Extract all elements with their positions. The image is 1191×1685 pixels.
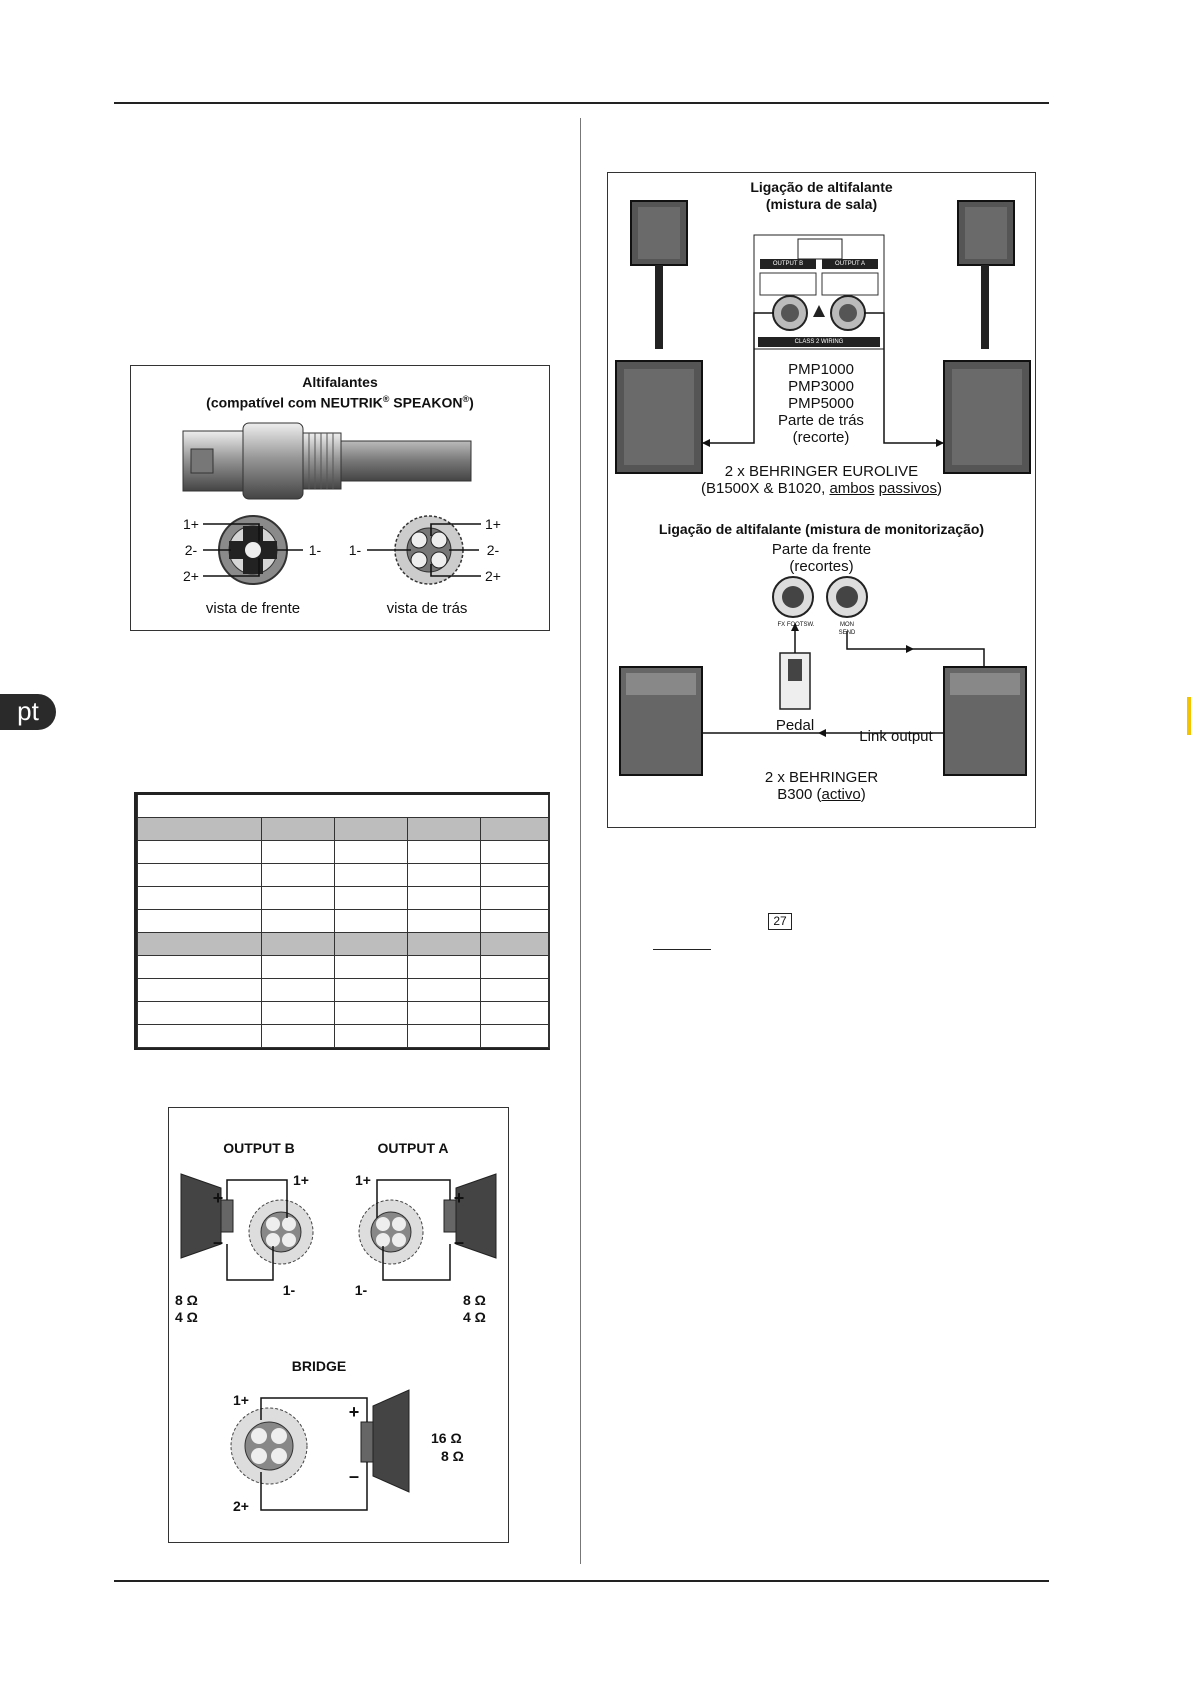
- bridge-pin-1plus: 1+: [233, 1392, 249, 1408]
- front-view-label: vista de frente: [205, 600, 301, 617]
- edge-marker: [1187, 697, 1191, 735]
- output-b-label: OUTPUT B: [223, 1140, 295, 1156]
- table-row: [138, 818, 549, 841]
- panel-class2: CLASS 2 WIRING: [794, 339, 844, 345]
- rear-sub-label: (recorte): [792, 429, 850, 446]
- monitor-mix-title: Ligação de altifalante (mistura de monitorização): [658, 521, 985, 537]
- table-row: [138, 864, 549, 887]
- output-wiring-figure: [168, 1107, 509, 1543]
- front-pin-1minus: 1-: [308, 542, 322, 558]
- link-output-label: Link output: [859, 728, 933, 745]
- model-pmp5000: PMP5000: [788, 395, 854, 412]
- column-divider: [580, 118, 581, 1564]
- output-wiring-drawing: [169, 1108, 508, 1542]
- monitor-left: [620, 667, 702, 775]
- model-pmp3000: PMP3000: [788, 378, 854, 395]
- outa-plus: +: [453, 1188, 465, 1208]
- b300-line1: 2 x BEHRINGER: [764, 769, 879, 786]
- back-pin-1plus: 1+: [485, 516, 501, 532]
- speakon-title-line2: (compatível com NEUTRIK® SPEAKON®): [206, 394, 474, 411]
- front-label: Parte da frente: [771, 541, 872, 558]
- eurolive-line2: (B1500X & B1020, ambos passivos): [701, 480, 942, 497]
- top-rule: [114, 102, 1049, 104]
- link-underline: [653, 949, 711, 950]
- outa-ohm-4: 4 Ω: [463, 1309, 486, 1325]
- outa-minus: –: [453, 1232, 464, 1252]
- right-top-speaker: [958, 201, 1014, 265]
- panel-output-a: OUTPUT A: [835, 261, 865, 267]
- pedal-drawing: [780, 653, 810, 709]
- monitor-right: [944, 667, 1026, 775]
- table-row: [138, 1025, 549, 1048]
- bottom-rule: [114, 1580, 1049, 1582]
- outb-pin-1minus: 1-: [282, 1282, 296, 1298]
- back-view-label: vista de trás: [386, 600, 468, 617]
- left-subwoofer: [616, 361, 702, 473]
- outb-plus: +: [212, 1188, 224, 1208]
- front-pin-1plus: 1+: [183, 516, 199, 532]
- bridge-plus: +: [348, 1402, 360, 1422]
- front-sub-label: (recortes): [789, 558, 854, 575]
- front-pin-2plus: 2+: [183, 568, 199, 584]
- outa-pin-1minus: 1-: [354, 1282, 368, 1298]
- table-row: [138, 933, 549, 956]
- b300-line2: B300 (activo): [777, 786, 866, 803]
- room-mix-title-2: (mistura de sala): [765, 196, 878, 212]
- table-row: [138, 1002, 549, 1025]
- table-row: [138, 979, 549, 1002]
- right-subwoofer: [944, 361, 1030, 473]
- fx-footsw-label: FX FOOTSW.: [777, 622, 815, 628]
- specifications-table: [134, 792, 550, 1050]
- speaker-bridge: [361, 1390, 409, 1492]
- bridge-pin-2plus: 2+: [233, 1498, 249, 1514]
- back-pin-1minus: 1-: [348, 542, 362, 558]
- amp-rear-panel: [754, 235, 884, 349]
- speakon-plug-drawing: [131, 411, 549, 511]
- eurolive-line1: 2 x BEHRINGER EUROLIVE: [724, 463, 919, 480]
- outb-ohm-8: 8 Ω: [175, 1292, 198, 1308]
- fx-footswitch-jack: [773, 577, 813, 617]
- language-tab[interactable]: pt: [0, 694, 56, 730]
- outb-pin-1plus: 1+: [293, 1172, 309, 1188]
- outb-minus: –: [212, 1232, 223, 1252]
- rear-label: Parte de trás: [778, 412, 864, 429]
- mon-send-label-1: MON: [840, 622, 854, 628]
- bridge-ohm-16: 16 Ω: [431, 1430, 462, 1446]
- table-row: [138, 887, 549, 910]
- speaker-output-b: [181, 1174, 233, 1258]
- table-row: [138, 910, 549, 933]
- outa-ohm-8: 8 Ω: [463, 1292, 486, 1308]
- table-row: [138, 841, 549, 864]
- reference-box[interactable]: 27: [768, 913, 792, 930]
- model-pmp1000: PMP1000: [788, 361, 854, 378]
- speakon-figure: [130, 365, 550, 631]
- left-top-speaker: [631, 201, 687, 265]
- table-header-row: [138, 795, 549, 818]
- room-mix-title-1: Ligação de altifalante: [750, 179, 893, 195]
- outa-pin-1plus: 1+: [355, 1172, 371, 1188]
- mon-send-label-2: SEND: [838, 630, 856, 636]
- mon-send-jack: [827, 577, 867, 617]
- pedal-label: Pedal: [775, 717, 815, 734]
- output-a-label: OUTPUT A: [377, 1140, 449, 1156]
- back-pin-2minus: 2-: [486, 542, 500, 558]
- speakon-title-line1: Altifalantes: [302, 374, 378, 390]
- table-row: [138, 956, 549, 979]
- panel-output-b: OUTPUT B: [772, 261, 804, 267]
- back-pin-2plus: 2+: [485, 568, 501, 584]
- front-pin-2minus: 2-: [184, 542, 198, 558]
- bridge-ohm-8: 8 Ω: [441, 1448, 464, 1464]
- outb-ohm-4: 4 Ω: [175, 1309, 198, 1325]
- bridge-minus: –: [348, 1466, 359, 1486]
- bridge-label: BRIDGE: [291, 1358, 347, 1374]
- speaker-connection-figure: [607, 172, 1036, 828]
